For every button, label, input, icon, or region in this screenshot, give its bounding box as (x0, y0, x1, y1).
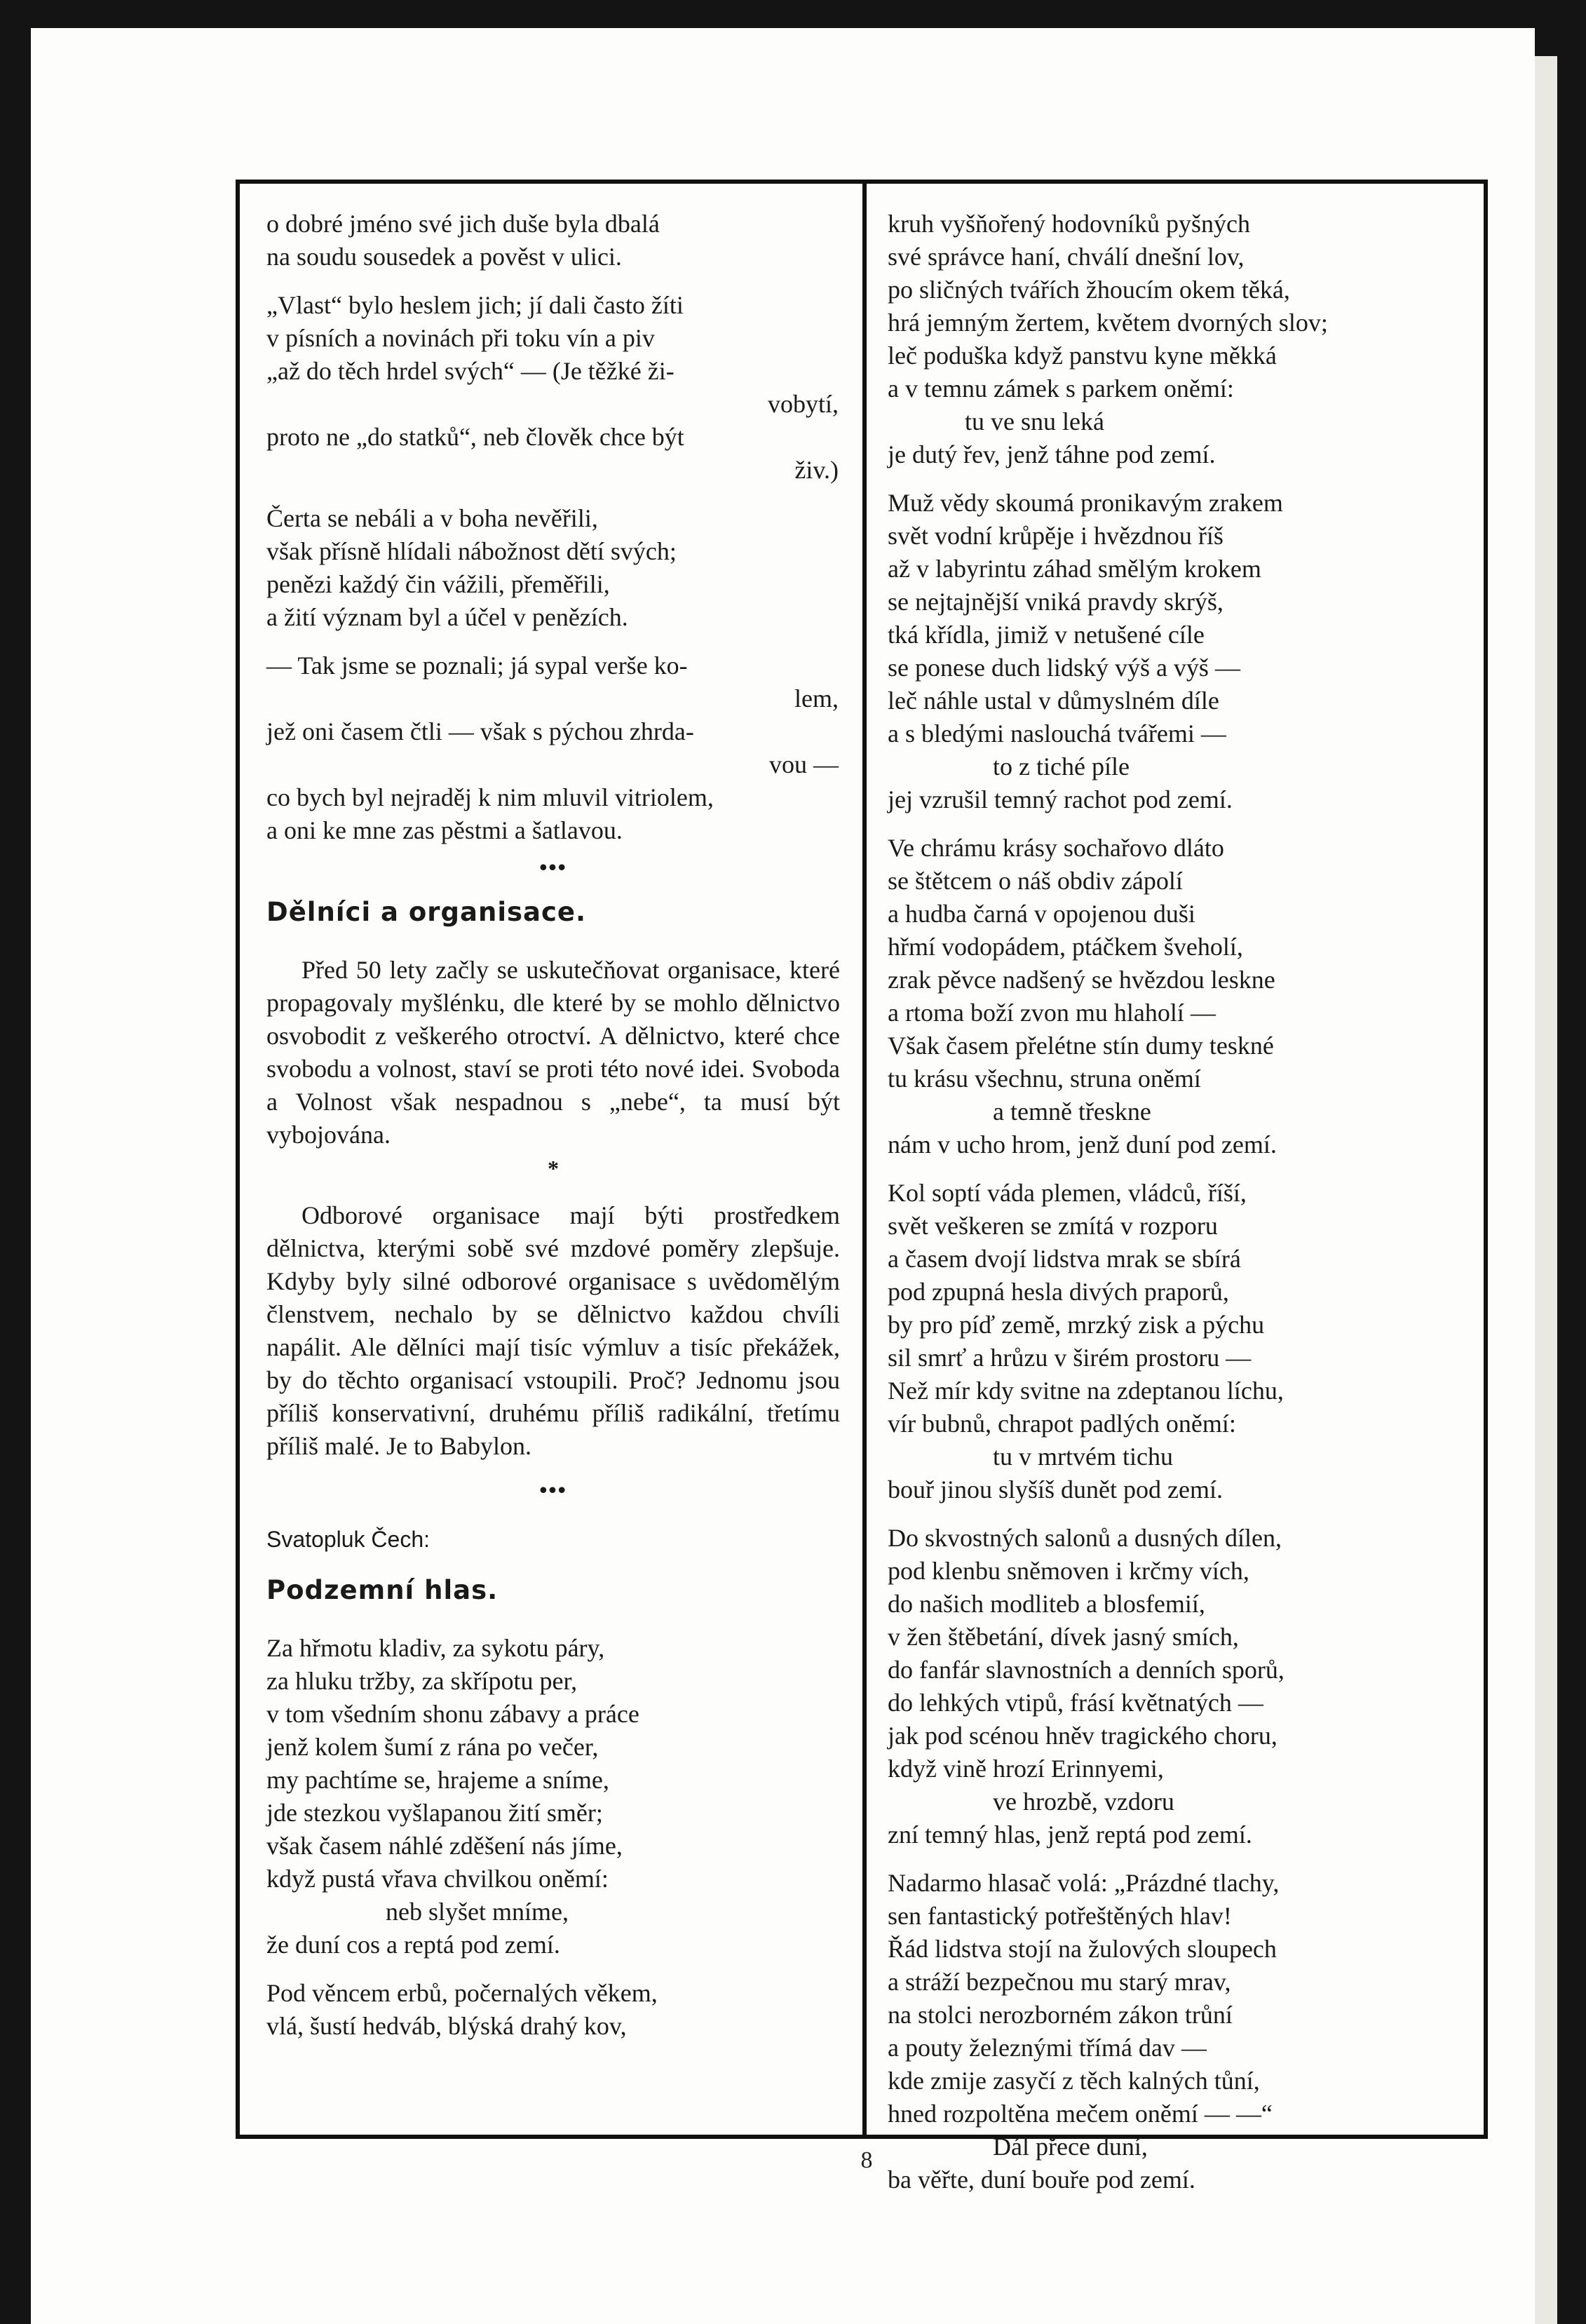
page-number: 8 (860, 2147, 873, 2173)
text-line: tká křídla, jimiž v netušené cíle (888, 621, 1205, 649)
text-line: a časem dvojí lidstva mrak se sbírá (888, 1245, 1241, 1273)
separator-dots: ••• (539, 854, 567, 879)
text-line: jej vzrušil temný rachot pod zemí. (888, 785, 1233, 813)
text-line: vlá, šustí hedváb, blýská drahý kov, (266, 2012, 627, 2040)
text-line: Nadarmo hlasač volá: „Prázdné tlachy, (888, 1869, 1280, 1897)
text-line: a v temnu zámek s parkem oněmí: (888, 374, 1234, 403)
text-line: „až do těch hrdel svých“ — (Je těžké ži- (266, 357, 675, 385)
text-line: a žití význam byl a účel v penězích. (266, 603, 628, 631)
text-line: hrá jemným žertem, květem dvorných slov; (888, 309, 1328, 337)
text-line: hned rozpoltěna mečem oněmí — —“ (888, 2100, 1273, 2128)
separator-dots: ••• (539, 1477, 567, 1502)
text-line: — Tak jsme se poznali; já sypal verše ko- (266, 651, 688, 680)
poem-stanza-4 (888, 832, 1463, 1161)
section-heading: Dělníci a organisace. (266, 897, 587, 927)
poem-title: Podzemní hlas. (266, 1575, 499, 1605)
text-line: Však časem přelétne stín dumy teskné (888, 1032, 1274, 1060)
text-line: jenž kolem šumí z rána po večer, (266, 1733, 599, 1761)
text-line: živ.) (794, 456, 839, 484)
text-line: sen fantastický potřeštěných hlav! (888, 1902, 1232, 1930)
separator-star: * (548, 1156, 559, 1181)
text-line: svět veškeren se zmítá v rozporu (888, 1212, 1218, 1240)
text-line: do lehkých vtipů, frásí květnatých — (888, 1689, 1263, 1717)
text-line: my pachtíme se, hrajeme a sníme, (266, 1766, 609, 1794)
text-line: bouř jinou slyšíš dunět pod zemí. (888, 1475, 1223, 1504)
poem-stanza-3 (888, 487, 1463, 816)
text-line: za hluku tržby, za skřípotu per, (266, 1667, 578, 1695)
text-line: tu krásu všechnu, struna oněmí (888, 1065, 1201, 1093)
text-line: vobytí, (767, 390, 839, 418)
text-line: pod klenbu sněmoven i krčmy vích, (888, 1557, 1249, 1585)
article-paragraph: Před 50 lety začly se uskutečňovat organisace, které propagovaly myšlénku, dle které by se mohlo dělnictvo osvobodit z veškerého otroctví. A dělnictvo, které chce svobodu a volnost, staví se proti této nové idei. Svoboda a Volnost však nespadnou s „nebe“, ta musí být vybojována. (266, 956, 840, 1149)
poem-author: Svatopluk Čech: (266, 1527, 431, 1552)
text-line: Muž vědy skoumá pronikavým zrakem (888, 489, 1283, 517)
text-line: Ve chrámu krásy sochařovo dláto (888, 834, 1224, 862)
text-line: jak pod scénou hněv tragického choru, (888, 1722, 1277, 1750)
text-line: leč poduška když panstvu kyne měkká (888, 342, 1277, 370)
left-column (266, 208, 840, 2043)
text-line: lem, (794, 684, 839, 712)
poem-stanza-5 (888, 1177, 1463, 1506)
text-line: do našich modliteb a blosfemií, (888, 1590, 1205, 1618)
text-line: své správce haní, chválí dnešní lov, (888, 243, 1245, 271)
stanza-vlast (266, 289, 840, 487)
text-line: a pouty železnými třímá dav — (888, 2034, 1207, 2062)
text-line: a temně třeskne (993, 1097, 1151, 1126)
poem-stanza-2-start (266, 1977, 840, 2043)
text-line: pod zpupná hesla divých praporů, (888, 1278, 1229, 1306)
text-line: Za hřmotu kladiv, za sykotu páry, (266, 1634, 605, 1662)
stanza-tak (266, 649, 840, 847)
text-line: sil smrť a hrůzu v širém prostoru — (888, 1344, 1252, 1372)
text-line: se štětcem o náš obdiv zápolí (888, 867, 1183, 895)
text-line: zní temný hlas, jenž reptá pod zemí. (888, 1820, 1252, 1849)
text-line: Pod věncem erbů, počernalých věkem, (266, 1979, 658, 2007)
text-line: je dutý řev, jenž táhne pod zemí. (888, 440, 1216, 468)
text-line: Než mír kdy svitne na zdeptanou líchu, (888, 1377, 1284, 1405)
text-line: po sličných tvářích žhoucím okem těká, (888, 276, 1290, 304)
text-line: když pustá vřava chvilkou oněmí: (266, 1865, 609, 1893)
article-paragraph: Odborové organisace mají býti prostředkem dělnictva, kterými sobě své mzdové poměry zlepšuje. Kdyby byly silné odborové organisace s uvědomělým členstvem, nechalo by se dělnictvo každou chvíli napálit. Ale dělníci mají tisíc výmluv a tisíc překážek, by do těchto organisací vstoupili. Proč? Jednomu jsou příliš konservativní, druhému příliš radikální, třetímu příliš malé. Je to Babylon. (266, 1201, 840, 1460)
text-line: Čerta se nebáli a v boha nevěřili, (266, 504, 598, 532)
text-line: v písních a novinách při toku vín a piv (266, 324, 655, 352)
text-line: penězi každý čin vážili, přeměřili, (266, 570, 610, 598)
text-line: jde stezkou vyšlapanou žití směr; (266, 1799, 603, 1827)
text-line: na stolci nerozborném zákon trůní (888, 2001, 1233, 2029)
intro-block (266, 208, 840, 273)
text-line: a oni ke mne zas pěstmi a šatlavou. (266, 816, 623, 844)
text-line: když vině hrozí Erinnyemi, (888, 1755, 1164, 1783)
text-line: jež oni časem čtli — však s pýchou zhrda- (266, 717, 694, 745)
text-line: Kol soptí váda plemen, vládců, říší, (888, 1179, 1247, 1207)
text-line: Do skvostných salonů a dusných dílen, (888, 1524, 1282, 1552)
text-line: na soudu sousedek a pověst v ulici. (266, 243, 622, 271)
text-line: ba věřte, duní bouře pod zemí. (888, 2166, 1195, 2194)
text-line: a s bledými naslouchá tvářemi — (888, 720, 1226, 748)
poem-stanza-1 (266, 1632, 840, 1961)
text-line: nám v ucho hrom, jenž duní pod zemí. (888, 1130, 1277, 1158)
text-line: neb slyšet mníme, (386, 1898, 569, 1926)
poem-stanza-7 (888, 1867, 1463, 2196)
text-line: však přísně hlídali nábožnost dětí svých; (266, 537, 677, 565)
text-line: to z tiché píle (993, 752, 1130, 781)
poem-stanza-6 (888, 1522, 1463, 1851)
text-line: do fanfár slavnostních a denních sporů, (888, 1656, 1285, 1684)
text-line: zrak pěvce nadšený se hvězdou leskne (888, 966, 1275, 994)
right-column (888, 208, 1463, 2196)
text-line: že duní cos a reptá pod zemí. (266, 1931, 560, 1959)
text-line: „Vlast“ bylo heslem jich; jí dali často žíti (266, 291, 684, 319)
text-line: kde zmije zasyčí z těch kalných tůní, (888, 2067, 1260, 2095)
text-line: v žen štěbetání, dívek jasný smích, (888, 1623, 1239, 1651)
text-line: leč náhle ustal v důmyslném díle (888, 687, 1219, 715)
text-line: tu ve snu leká (965, 407, 1104, 435)
text-line: by pro píď země, mrzký zisk a pýchu (888, 1311, 1265, 1339)
text-line: hřmí vodopádem, ptáčkem šveholí, (888, 933, 1243, 961)
text-line: v tom všedním shonu zábavy a práce (266, 1700, 639, 1728)
text-line: však časem náhlé zděšení nás jíme, (266, 1832, 623, 1860)
text-line: a hudba čarná v opojenou duši (888, 900, 1195, 928)
text-line: až v labyrintu záhad smělým krokem (888, 555, 1261, 583)
text-line: tu v mrtvém tichu (993, 1443, 1173, 1471)
text-line: Řád lidstva stojí na žulových sloupech (888, 1935, 1277, 1963)
text-line: a stráží bezpečnou mu starý mrav, (888, 1968, 1231, 1996)
facing-page-edge (1535, 56, 1557, 2324)
text-line: proto ne „do statků“, neb člověk chce být (266, 423, 684, 451)
text-line: se nejtajnější vniká pravdy skrýš, (888, 588, 1224, 616)
text-line: vír bubnů, chrapot padlých oněmí: (888, 1410, 1236, 1438)
text-line: o dobré jméno své jich duše byla dbalá (266, 210, 660, 238)
column-divider (862, 184, 867, 2135)
text-line: a rtoma boží zvon mu hlaholí — (888, 999, 1216, 1027)
text-line: co bych byl nejraděj k nim mluvil vitriolem, (266, 783, 714, 811)
text-line: svět vodní krůpěje i hvězdnou říš (888, 522, 1224, 550)
text-line: kruh vyšňořený hodovníků pyšných (888, 210, 1250, 238)
poem-stanza-2-cont (888, 208, 1463, 471)
text-line: ve hrozbě, vzdoru (993, 1788, 1174, 1816)
text-line: se ponese duch lidský výš a výš — (888, 654, 1240, 682)
text-line: Dál přece duní, (993, 2133, 1148, 2161)
text-line: vou — (769, 750, 839, 778)
stanza-certa (266, 502, 840, 634)
